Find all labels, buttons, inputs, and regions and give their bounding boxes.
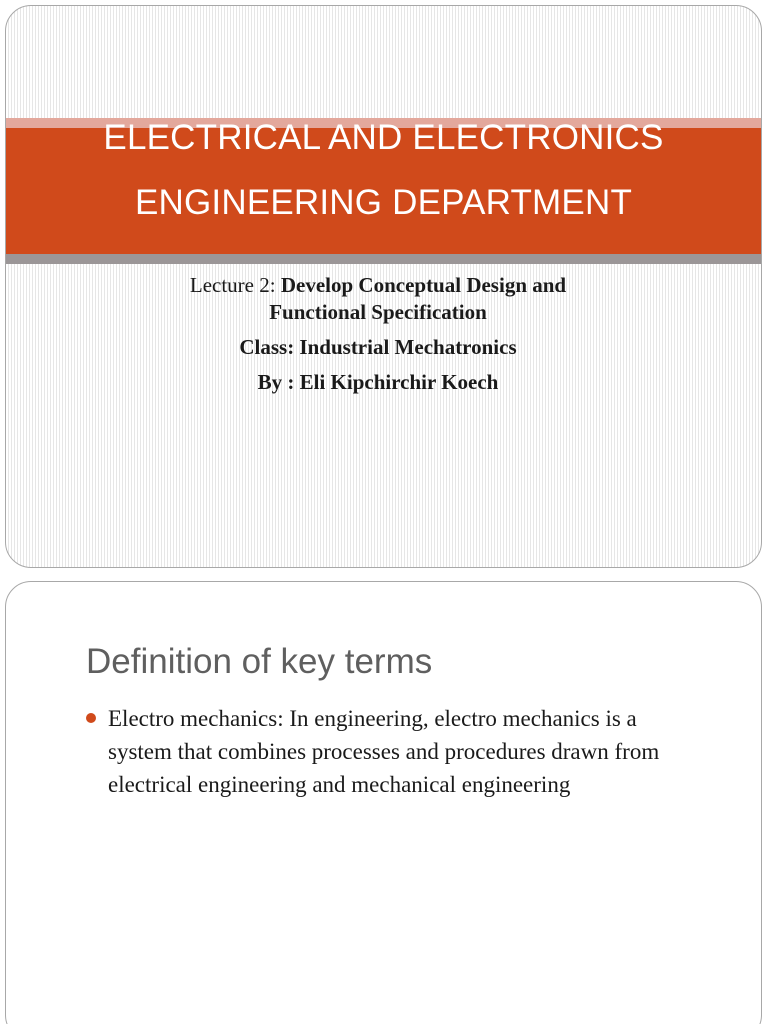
class-line: Class: Industrial Mechatronics: [239, 335, 517, 359]
slide-title-line-2: ENGINEERING DEPARTMENT: [134, 183, 633, 222]
content-slide: [5, 581, 762, 1024]
slide-title: [6, 105, 761, 235]
bullet-line-3: electrical engineering and mechanical engineering: [108, 772, 571, 797]
lecture-line: [6, 272, 750, 299]
title-slide: [5, 5, 762, 568]
bullet-line-2: system that combines processes and procedures drawn from: [108, 739, 660, 764]
lecture-prefix: Lecture 2:: [189, 273, 281, 297]
author-line: By : Eli Kipchirchir Koech: [257, 370, 499, 394]
lecture-title-line-2: Functional Specification: [269, 300, 487, 324]
slide-subtitle: [6, 272, 750, 396]
bullet-line-1: Electro mechanics: In engineering, electro mechanics is a: [108, 706, 637, 731]
bullet-item: [86, 702, 726, 801]
title-band-bottom-stripe: [6, 254, 761, 264]
lecture-title-line-1: Develop Conceptual Design and: [280, 273, 567, 297]
bullet-list: [86, 702, 726, 801]
content-slide-heading: Definition of key terms: [86, 642, 433, 681]
slide-title-line-1: ELECTRICAL AND ELECTRONICS: [103, 118, 664, 157]
bullet-dot-icon: [86, 713, 96, 723]
